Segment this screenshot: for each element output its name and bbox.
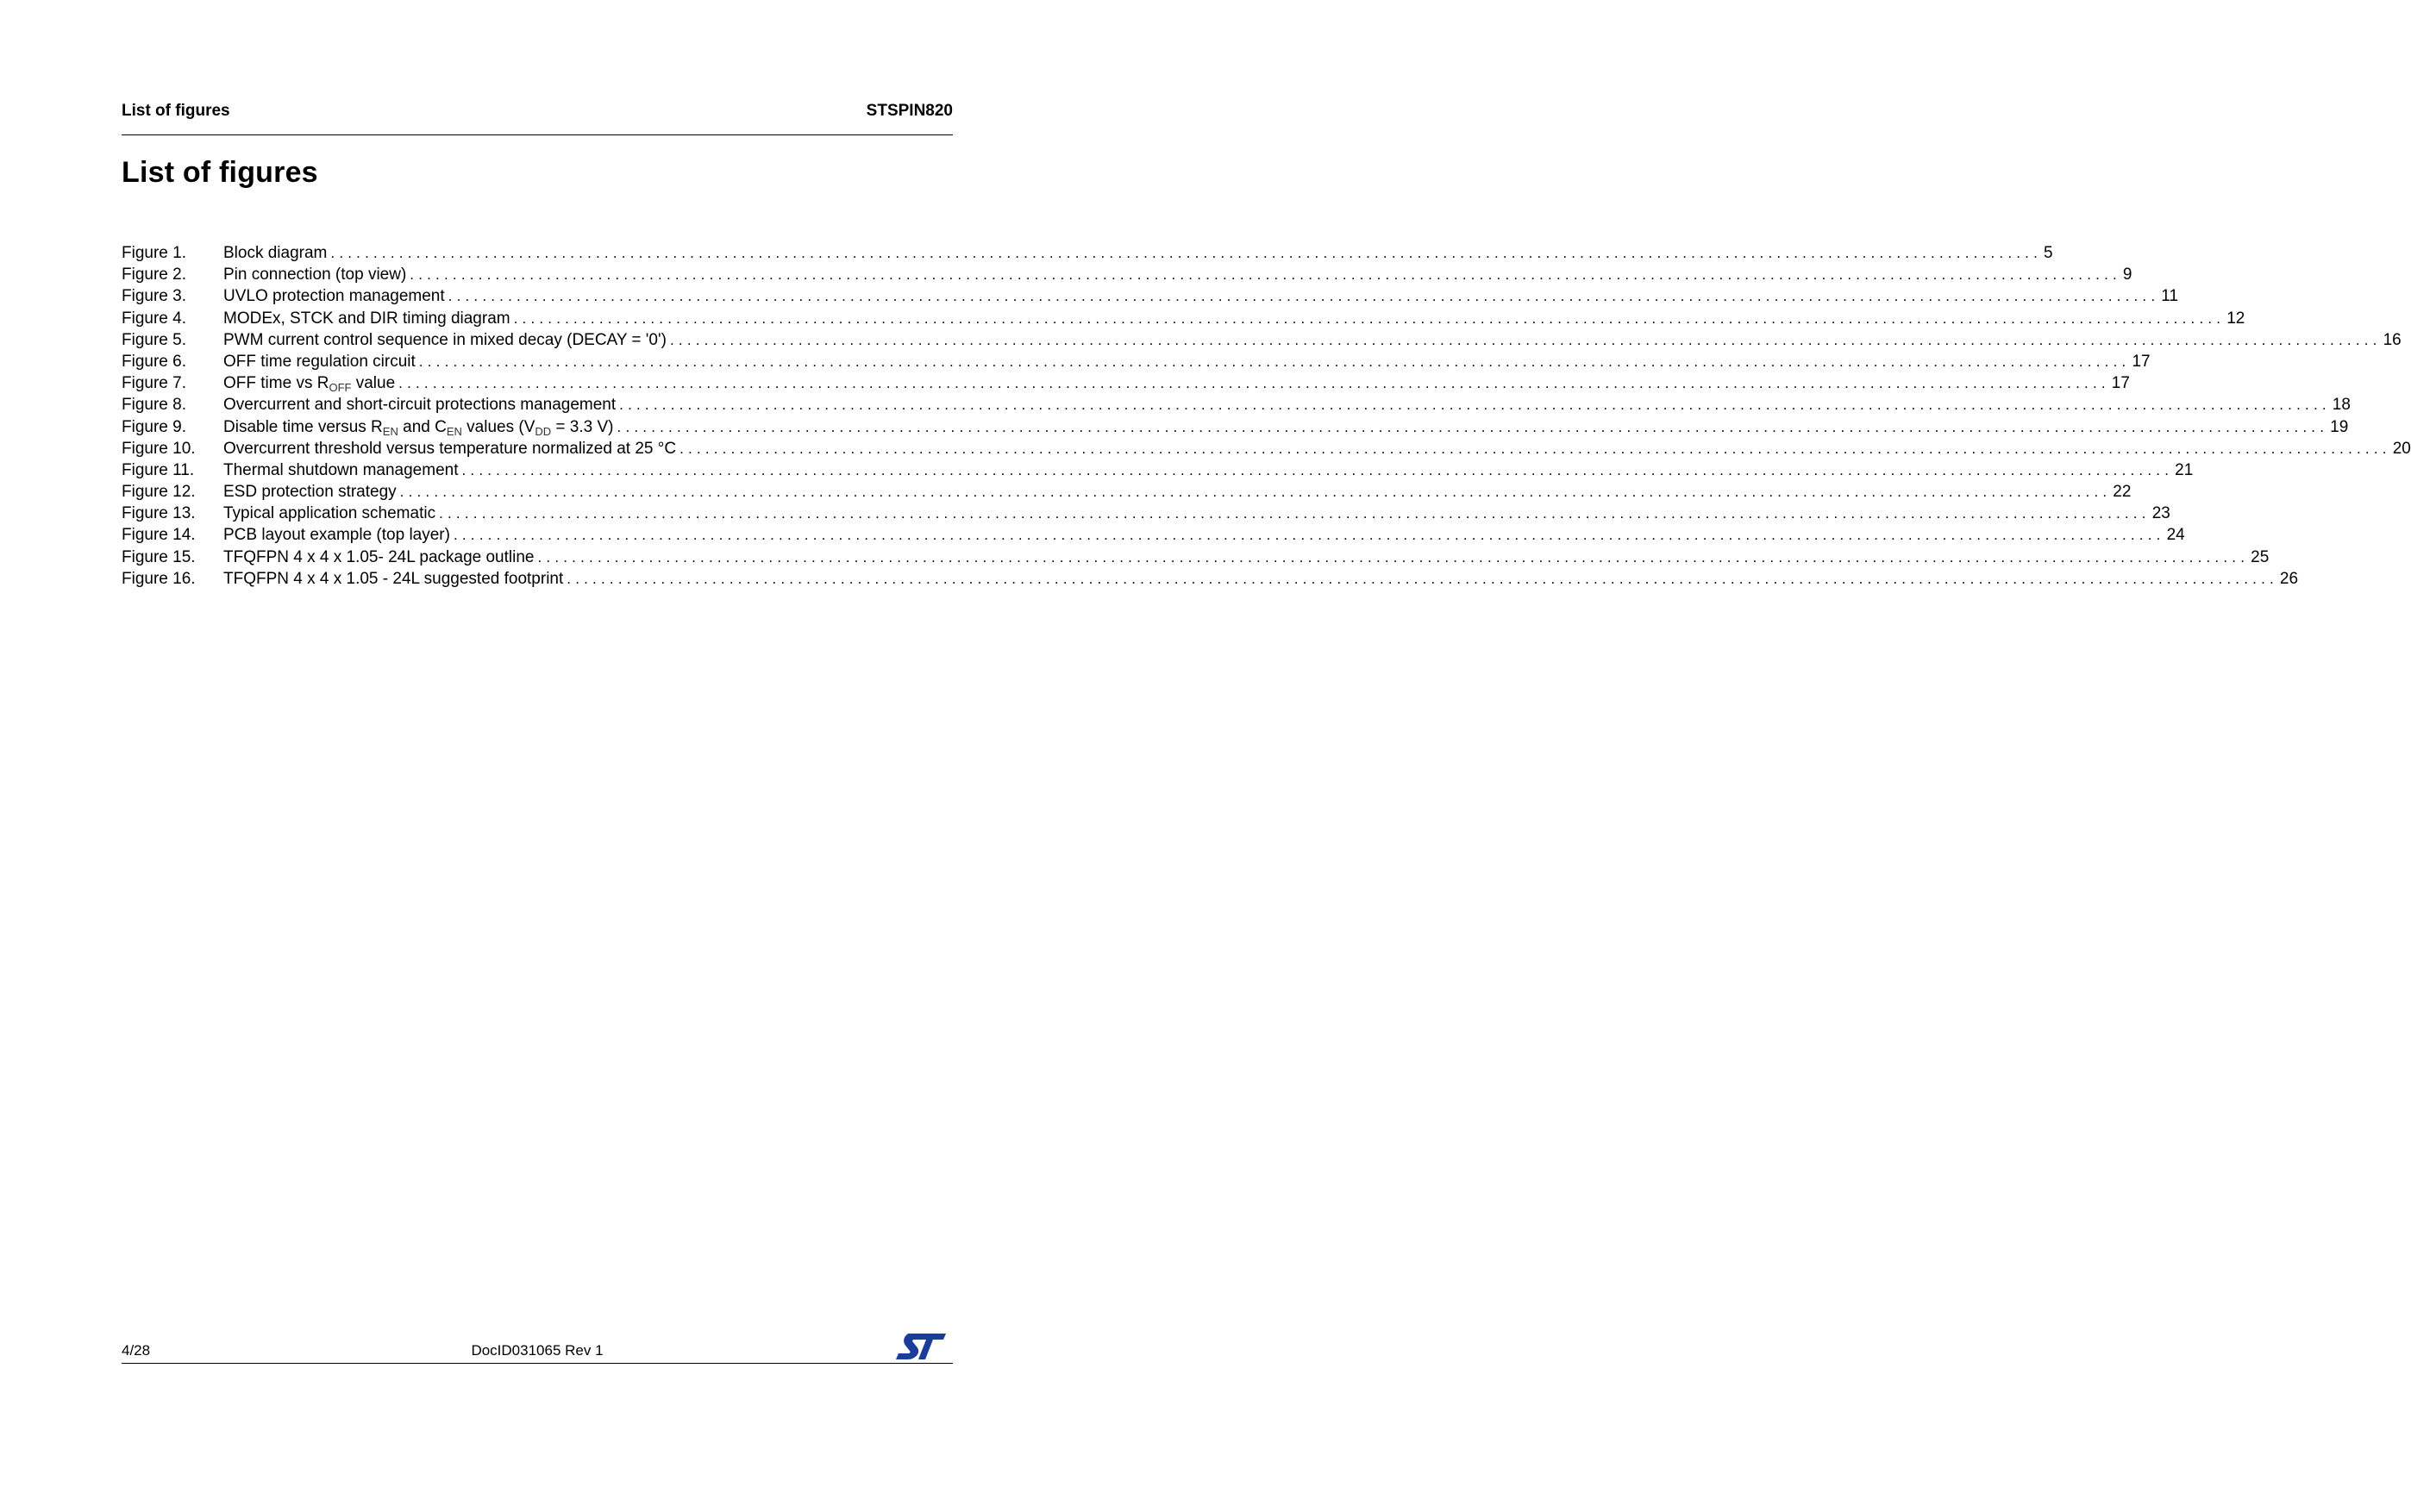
figure-label: Figure 4. bbox=[122, 309, 186, 328]
page-title: List of figures bbox=[122, 156, 318, 189]
list-item[interactable] bbox=[122, 459, 2194, 481]
list-item[interactable] bbox=[122, 568, 2299, 590]
figure-label: Figure 15. bbox=[122, 547, 196, 566]
dot-leader: ........................................................................................................................................................................................................ bbox=[619, 397, 2331, 414]
list-item[interactable] bbox=[122, 264, 2132, 285]
figure-label: Figure 12. bbox=[122, 483, 196, 502]
list-item[interactable] bbox=[122, 503, 2170, 524]
figure-title-text: = 3.3 V) bbox=[551, 417, 614, 436]
list-item[interactable] bbox=[122, 372, 2130, 395]
figure-label: Figure 1. bbox=[122, 244, 186, 262]
figure-title: Overcurrent and short-circuit protections management bbox=[223, 396, 617, 415]
dot-leader: ........................................................................................................................................................................................................ bbox=[513, 309, 2226, 327]
figure-title: PWM current control sequence in mixed decay (DECAY = '0') bbox=[223, 330, 667, 349]
figure-page: 5 bbox=[2044, 244, 2053, 262]
figure-label: Figure 7. bbox=[122, 374, 186, 393]
figure-title-text: and C bbox=[398, 417, 447, 436]
dot-leader: ........................................................................................................................................................................................................ bbox=[679, 440, 2391, 457]
dot-leader: ........................................................................................................................................................................................................ bbox=[410, 266, 2121, 284]
list-item[interactable] bbox=[122, 416, 2349, 438]
figure-title: Thermal shutdown management bbox=[223, 460, 459, 479]
document-id: DocID031065 Rev 1 bbox=[471, 1342, 604, 1359]
figure-label: Figure 14. bbox=[122, 526, 196, 545]
dot-leader: ........................................................................................................................................................................................................ bbox=[669, 331, 2382, 348]
figure-title: ESD protection strategy bbox=[223, 483, 397, 502]
figure-title-text: value bbox=[351, 374, 396, 393]
figure-page: 17 bbox=[2132, 352, 2151, 371]
figure-page: 24 bbox=[2166, 526, 2185, 545]
figure-title: Typical application schematic bbox=[223, 504, 436, 523]
figure-title-text: OFF time vs R bbox=[223, 374, 329, 393]
dot-leader: ........................................................................................................................................................................................................ bbox=[453, 527, 2165, 544]
dot-leader: ........................................................................................................................................................................................................ bbox=[537, 548, 2250, 565]
figure-title bbox=[223, 372, 398, 394]
figure-title bbox=[223, 416, 617, 438]
st-logo-shape bbox=[896, 1334, 946, 1359]
page-footer bbox=[122, 1337, 953, 1364]
figure-page: 22 bbox=[2113, 483, 2132, 502]
dot-leader: ........................................................................................................................................................................................................ bbox=[461, 461, 2174, 478]
figure-label: Figure 10. bbox=[122, 439, 196, 458]
figure-title: Overcurrent threshold versus temperature normalized at 25 °C bbox=[223, 439, 677, 458]
figure-title: Pin connection (top view) bbox=[223, 266, 407, 284]
st-logo-icon bbox=[896, 1332, 948, 1361]
dot-leader: ........................................................................................................................................................................................................ bbox=[399, 484, 2112, 501]
figure-label: Figure 16. bbox=[122, 569, 196, 588]
figure-page: 9 bbox=[2122, 266, 2132, 284]
list-item[interactable] bbox=[122, 438, 2411, 459]
figure-page: 20 bbox=[2392, 439, 2411, 458]
dot-leader: ........................................................................................................................................................................................................ bbox=[448, 288, 2160, 305]
list-item[interactable] bbox=[122, 524, 2185, 546]
page-number: 4/28 bbox=[122, 1342, 151, 1359]
figure-title-subscript: EN bbox=[446, 424, 462, 438]
list-item[interactable] bbox=[122, 285, 2179, 307]
header-section: List of figures bbox=[122, 102, 230, 120]
figure-label: Figure 11. bbox=[122, 460, 195, 479]
dot-leader: ........................................................................................................................................................................................................ bbox=[330, 245, 2043, 261]
figure-page: 25 bbox=[2251, 547, 2270, 566]
figure-title-subscript: EN bbox=[382, 424, 398, 438]
figure-page: 12 bbox=[2226, 309, 2245, 328]
figure-title-text: Disable time versus R bbox=[223, 417, 383, 436]
figure-page: 16 bbox=[2383, 330, 2402, 349]
figure-title-subscript: DD bbox=[535, 424, 552, 438]
dot-leader: ........................................................................................................................................................................................................ bbox=[439, 505, 2151, 522]
list-item[interactable] bbox=[122, 329, 2402, 351]
figure-title: TFQFPN 4 x 4 x 1.05- 24L package outline bbox=[223, 547, 535, 566]
figure-label: Figure 2. bbox=[122, 266, 186, 284]
figure-page: 18 bbox=[2332, 396, 2351, 415]
list-item[interactable] bbox=[122, 308, 2245, 329]
dot-leader: ........................................................................................................................................................................................................ bbox=[398, 375, 2110, 392]
figure-title-subscript: OFF bbox=[329, 381, 352, 395]
figure-page: 11 bbox=[2161, 287, 2179, 306]
figure-list bbox=[122, 242, 2411, 590]
figure-title: PCB layout example (top layer) bbox=[223, 526, 450, 545]
figure-label: Figure 3. bbox=[122, 287, 186, 306]
figure-label: Figure 8. bbox=[122, 396, 186, 415]
figure-label: Figure 6. bbox=[122, 352, 186, 371]
figure-title: MODEx, STCK and DIR timing diagram bbox=[223, 309, 510, 328]
figure-title: Block diagram bbox=[223, 244, 328, 262]
figure-title: OFF time regulation circuit bbox=[223, 352, 416, 371]
dot-leader: ........................................................................................................................................................................................................ bbox=[567, 570, 2278, 587]
list-item[interactable] bbox=[122, 394, 2351, 415]
list-item[interactable] bbox=[122, 547, 2270, 568]
list-item[interactable] bbox=[122, 481, 2132, 503]
header-product: STSPIN820 bbox=[866, 102, 953, 120]
figure-page: 23 bbox=[2151, 504, 2170, 523]
figure-page: 26 bbox=[2279, 569, 2299, 588]
page-header bbox=[122, 102, 953, 135]
figure-title: TFQFPN 4 x 4 x 1.05 - 24L suggested footprint bbox=[223, 569, 564, 588]
figure-label: Figure 13. bbox=[122, 504, 196, 523]
figure-label: Figure 5. bbox=[122, 330, 186, 349]
dot-leader: ........................................................................................................................................................................................................ bbox=[617, 418, 2329, 435]
figure-title-text: values (V bbox=[461, 417, 535, 436]
figure-page: 19 bbox=[2330, 417, 2349, 436]
figure-title: UVLO protection management bbox=[223, 287, 445, 306]
list-item[interactable] bbox=[122, 351, 2151, 372]
figure-page: 17 bbox=[2111, 374, 2130, 393]
list-item[interactable] bbox=[122, 242, 2053, 264]
dot-leader: ........................................................................................................................................................................................................ bbox=[418, 353, 2131, 370]
figure-page: 21 bbox=[2175, 460, 2194, 479]
figure-label: Figure 9. bbox=[122, 417, 186, 436]
